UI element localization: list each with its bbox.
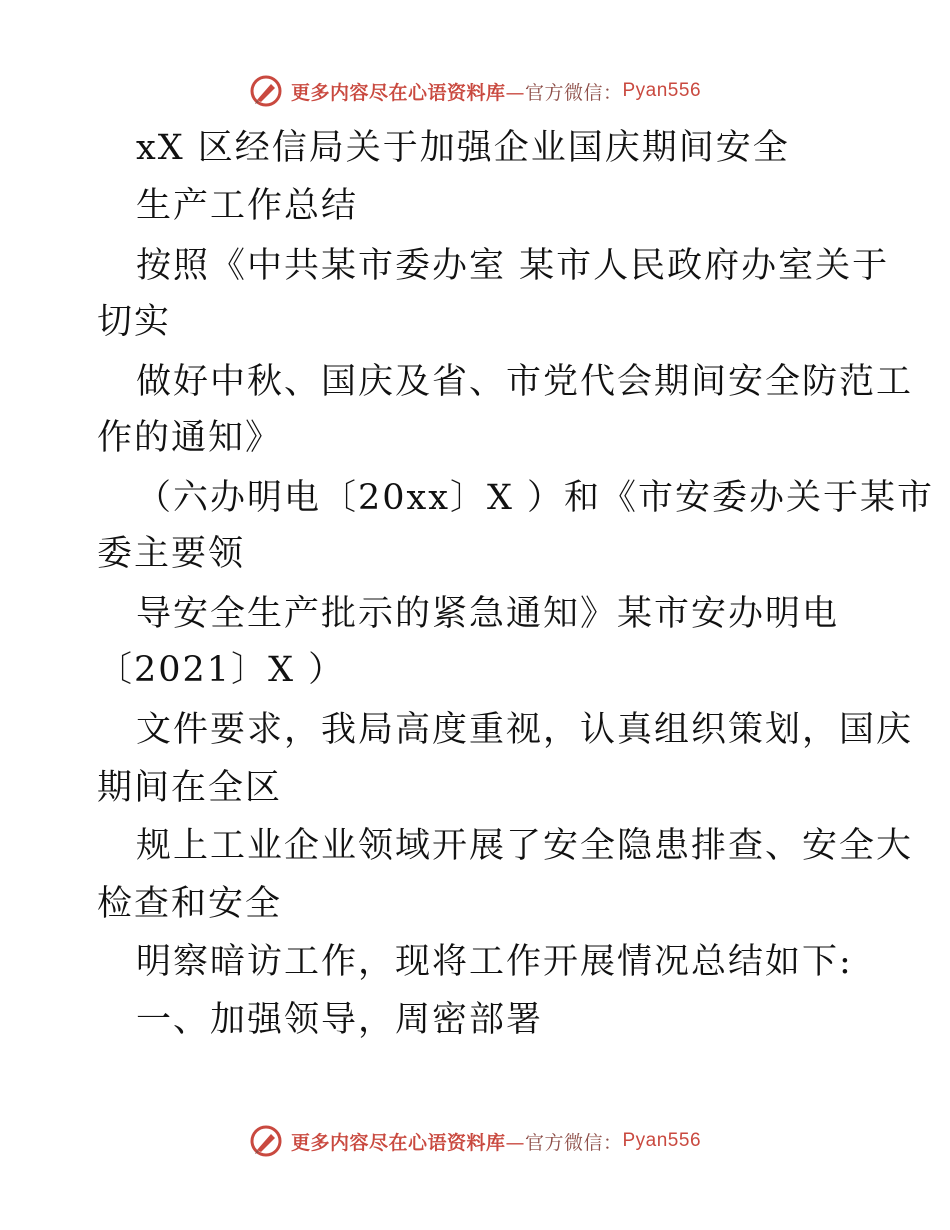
paragraph-line: 文件要求，我局高度重视，认真组织策划，国庆 <box>136 710 914 750</box>
watermark-id: Pyan556 <box>622 80 702 101</box>
footer-watermark <box>0 1124 950 1158</box>
section-heading: 一、加强领导，周密部署 <box>136 1000 544 1040</box>
paragraph-line: 作的通知》 <box>97 418 283 458</box>
paragraph-line: 委主要领 <box>97 534 246 574</box>
paragraph-line: 做好中秋、国庆及省、市党代会期间安全防范工 <box>136 362 914 402</box>
paragraph-line: 期间在全区 <box>97 768 283 808</box>
paragraph-line: 〔2021〕X ） <box>97 650 346 690</box>
title-line-1: xX 区经信局关于加强企业国庆期间安全 <box>136 128 790 168</box>
watermark-label: 官方微信： <box>524 81 623 104</box>
paragraph-line: 按照《中共某市委办室 某市人民政府办室关于 <box>136 246 890 286</box>
paragraph-line: 规上工业企业领域开展了安全隐患排查、安全大 <box>136 826 914 866</box>
watermark-label: 官方微信： <box>524 1131 623 1154</box>
paragraph-line: 明察暗访工作，现将工作开展情况总结如下: <box>136 942 853 982</box>
paragraph-line: 切实 <box>97 302 172 342</box>
paragraph-line: 导安全生产批示的紧急通知》某市安办明电 <box>136 594 840 634</box>
paragraph-line: （六办明电〔20xx〕X ）和《市安委办关于某市 <box>136 478 935 518</box>
pen-logo-icon <box>249 1124 283 1158</box>
title-line-2: 生产工作总结 <box>136 186 359 226</box>
paragraph-line: 检查和安全 <box>97 884 283 924</box>
header-watermark <box>0 74 950 108</box>
watermark-brand: 更多内容尽在心语资料库— <box>290 81 525 104</box>
pen-logo-icon <box>249 74 283 108</box>
watermark-id: Pyan556 <box>622 1130 702 1151</box>
watermark-brand: 更多内容尽在心语资料库— <box>290 1131 525 1154</box>
